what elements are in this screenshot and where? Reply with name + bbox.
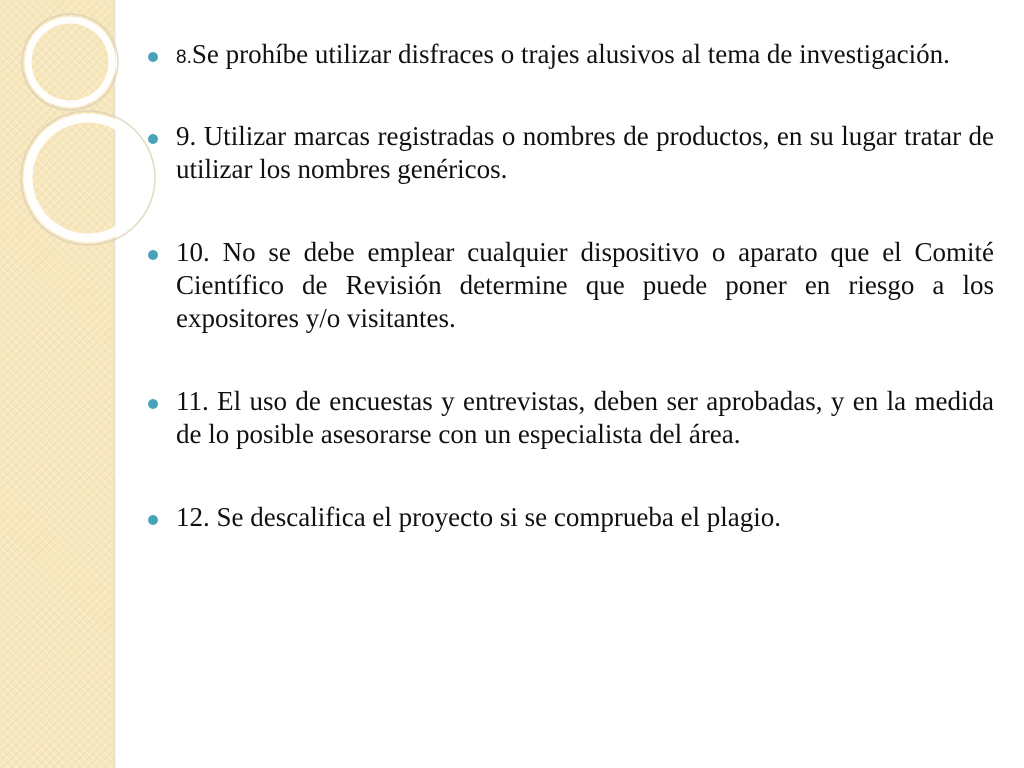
list-item-12 (148, 501, 994, 534)
list-item-8 (148, 38, 994, 74)
item-text: 9. Utilizar marcas registradas o nombres de productos, en su lugar tratar de utilizar los nombres genéricos. (176, 121, 994, 184)
bullet-icon (148, 399, 158, 409)
list-item-11 (148, 385, 994, 451)
item-text: 11. El uso de encuestas y entrevistas, deben ser aprobadas, y en la medida de lo posible asesorarse con un especialista del área. (176, 386, 994, 449)
item-text: Se prohíbe utilizar disfraces o trajes alusivos al tema de investigación. (191, 39, 950, 69)
bullet-list (148, 38, 994, 534)
item-text: 10. No se debe emplear cualquier dispositivo o aparato que el Comité Científico de Revisión determine que puede poner en riesgo a los expositores y/o visitantes. (176, 237, 994, 333)
bullet-icon (148, 52, 158, 62)
list-item-10 (148, 236, 994, 335)
bullet-icon (148, 515, 158, 525)
decorative-rings-icon (0, 0, 160, 320)
item-text: 12. Se descalifica el proyecto si se comprueba el plagio. (176, 502, 782, 532)
bullet-icon (148, 134, 158, 144)
bullet-icon (148, 250, 158, 260)
item-number: 8. (176, 47, 192, 68)
list-item-9 (148, 120, 994, 186)
